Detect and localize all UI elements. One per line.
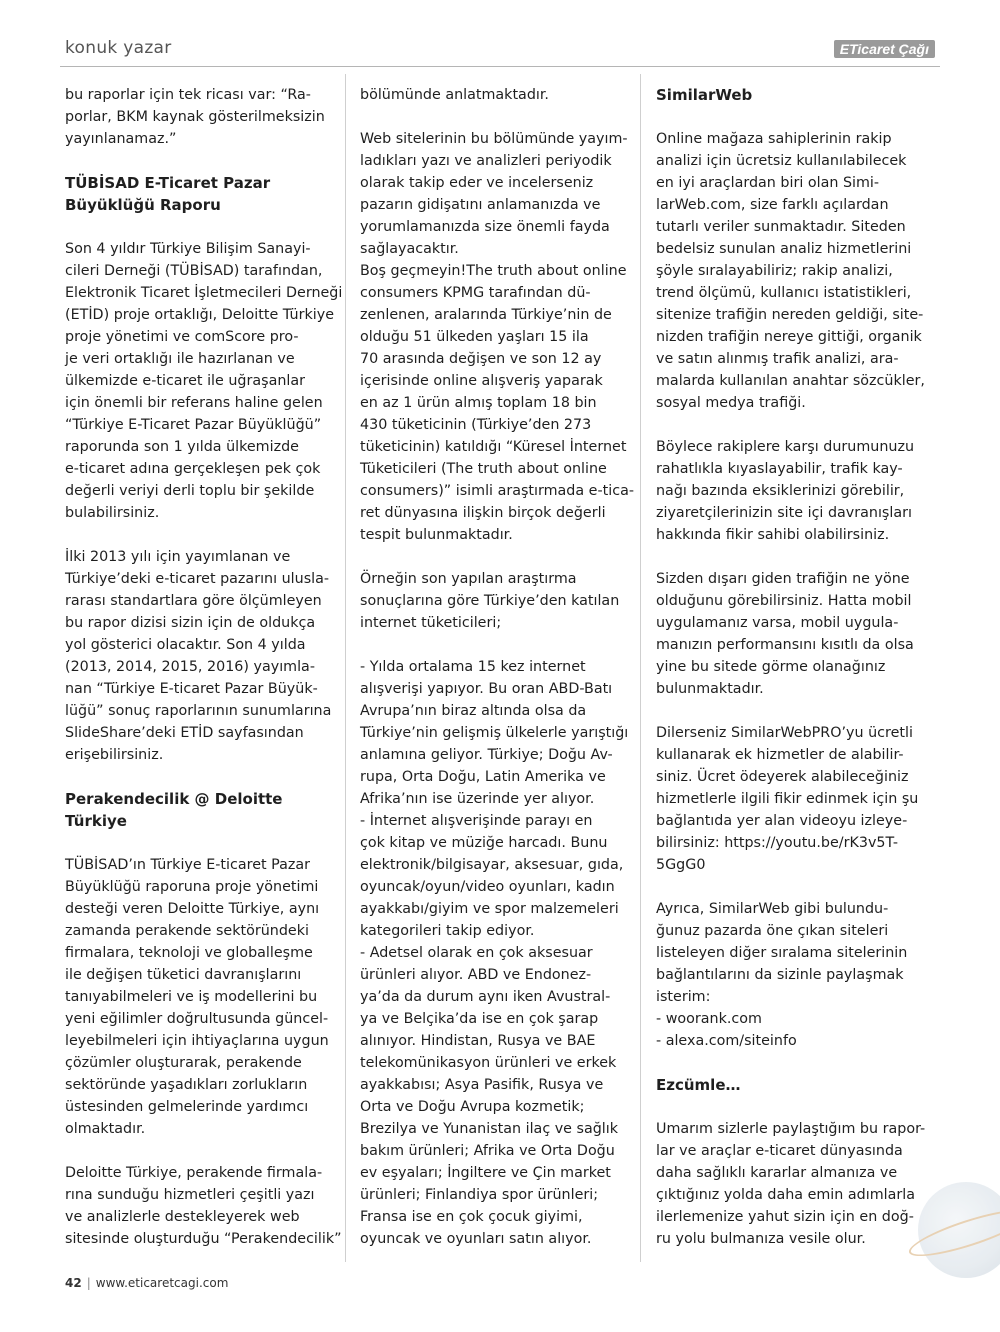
paragraph: Örneğin son yapılan araştırma sonuçlarına göre Türkiye’den katılan internet tüketicileri; (360, 571, 620, 631)
paragraph: Umarım sizlerle paylaştığım bu rapor- lar ve araçlar e-ticaret dünyasında daha sağlıklı kararlar almanıza ve çıktığınız yolda daha emin adımlarla ilerlemenize yahut sizin için en doğ- ru yolu bulmanıza vesile olur. (656, 1121, 926, 1247)
paragraph: Son 4 yıldır Türkiye Bilişim Sanayi- cileri Derneği (TÜBİSAD) tarafından, Elektronik Ticaret İşletmecileri Derneği (ETİD) proje ortaklığı, Deloitte Türkiye proje yönetimi ve comScore pro- je veri ortaklığı ile hazırlanan ve ülkemizde e-ticaret ile uğraşanlar için önemli bir referans haline gelen “Türkiye E-Ticaret Pazar Büyüklüğü” raporunda son 1 yılda ülkemizde e-ticaret adına gerçekleşen pek çok değerli veriyi derli toplu bir şekilde bulabilirsiniz. (65, 241, 343, 521)
section-heading-deloitte: Perakendecilik @ Deloitte Türkiye (65, 790, 283, 830)
paragraph: Boş geçmeyin!The truth about online consumers KPMG tarafından dü- zenlenen, aralarında Türkiye’nin de olduğu 51 ülkeden yaşları 15 ila 70 arasında değişen ve son 12 ay içerisinde online alışveriş yaparak en az 1 ürün almış toplam 18 bin 430 tüketicinin (Türkiye’den 273 tüketicinin) katıldığı “Küresel İnternet Tüketicileri (The truth about online consumers)” isimli araştırmada e-tica- ret dünyasına ilişkin birçok değerli tespit bulunmaktadır. (360, 263, 635, 543)
section-heading-similarweb: SimilarWeb (656, 86, 753, 104)
section-heading-ezcumle: Ezcümle… (656, 1076, 741, 1094)
paragraph: Online mağaza sahiplerinin rakip analizi için ücretsiz kullanılabilecek en iyi araçlardan biri olan Simi- larWeb.com, size farklı açılardan tutarlı veriler sunmaktadır. Siteden bedelsiz sunulan analiz hizmetlerini şöyle sıralayabiliriz; rakip analizi, trend ölçümü, kullanıcı istatistikleri, sitenize trafiğin nereden geldiği, site- nizden trafiğin nereye gittiği, organik ve satın alınmış trafik analizi, ara- malarda kullanılan anahtar sözcükler, sosyal medya trafiği. (656, 131, 925, 411)
paragraph: TÜBİSAD’ın Türkiye E-ticaret Pazar Büyüklüğü raporuna proje yönetimi desteği veren Deloitte Türkiye, aynı zamanda perakende sektöründeki firmalara, teknoloji ve globalleşme ile değişen tüketici davranışlarını tanıyabilmeleri ve iş modellerini bu yeni eğilimler doğrultusunda güncel- leyebilmeleri için ihtiyaçlarına uygun çözümler oluşturarak, perakende sektöründe yaşadıkları zorlukların üstesinden gelmelerinde yardımcı olmaktadır. (65, 857, 329, 1137)
list-item: - İnternet alışverişinde parayı en çok kitap ve müziğe harcadı. Bunu elektronik/bilgisayar, aksesuar, gıda, oyuncak/oyun/video oyunları, kadın ayakkabı/giyim ve spor malzemeleri kategorileri takip ediyor. (360, 813, 624, 939)
section-label: konuk yazar (65, 38, 172, 58)
page-footer (65, 1276, 228, 1290)
footer-separator: | (86, 1276, 91, 1290)
page-number: 42 (65, 1276, 82, 1290)
list-item: - Adetsel olarak en çok aksesuar ürünleri alıyor. ABD ve Endonez- ya’da da durum aynı iken Avustral- ya ve Belçika’da ise en çok şarap alınıyor. Hindistan, Rusya ve BAE telekomünikasyon ürünleri ve erkek ayakkabısı; Asya Pasifik, Rusya ve Orta ve Doğu Avrupa kozmetik; Brezilya ve Yunanistan ilaç ve sağlık bakım ürünleri; Afrika ve Orta Doğu ev eşyaları; İngiltere ve Çin market ürünleri; Finlandiya spor ürünleri; Fransa ise en çok çocuk giyimi, oyuncak ve oyunları satın alıyor. (360, 945, 619, 1247)
paragraph: İlki 2013 yılı için yayımlanan ve Türkiye’deki e-ticaret pazarını ulusla- rarası standartlara göre ölçümleyen bu rapor dizisi sizin için de oldukça yol gösterici olacaktır. Son 4 yılda (2013, 2014, 2015, 2016) yayımla- nan “Türkiye E-ticaret Pazar Büyük- lüğü” sonuç raporlarının sunumlarına SlideShare’deki ETİD sayfasından erişebilirsiniz. (65, 549, 332, 763)
paragraph: Deloitte Türkiye, perakende firmala- rına sunduğu hizmetleri çeşitli yazı ve analizlerle destekleyerek web sitesinde oluşturduğu “Perakendecilik” (65, 1165, 342, 1247)
paragraph: Dilerseniz SimilarWebPRO’yu ücretli kullanarak ek hizmetler de alabilir- siniz. Ücret ödeyerek alabileceğiniz hizmetlerle ilgili fikir edinmek için şu bağlantıda yer alan videoyu izleye- bilirsiniz: https://youtu.be/rK3v5T- 5GgG0 (656, 725, 919, 873)
page-header (65, 38, 935, 66)
footer-url: www.eticaretcagi.com (95, 1276, 229, 1290)
paragraph: bu raporlar için tek ricası var: “Ra- porlar, BKM kaynak gösterilmeksizin yayınlanamaz.” (65, 87, 325, 147)
paragraph: Böylece rakiplere karşı durumunuzu rahatlıkla kıyaslayabilir, trafik kay- nağı bazında eksiklerinizi görebilir, ziyaretçilerinizin site içi davranışları hakkında fikir sahibi olabilirsiniz. (656, 439, 915, 543)
paragraph: Ayrıca, SimilarWeb gibi bulundu- ğunuz pazarda öne çıkan siteleri listeleyen diğer sıralama sitelerinin bağlantılarını da sizinle paylaşmak isterim: - woorank.com - alexa.com/siteinfo (656, 901, 908, 1049)
section-heading-tubisad: TÜBİSAD E-Ticaret Pazar Büyüklüğü Raporu (65, 174, 271, 214)
article-column-1 (65, 84, 355, 1272)
paragraph: bölümünde anlatmaktadır. (360, 87, 549, 103)
article-column-2 (360, 84, 650, 1250)
header-divider (60, 66, 940, 67)
list-item: - Yılda ortalama 15 kez internet alışverişi yapıyor. Bu oran ABD-Batı Avrupa’nın biraz altında olsa da Türkiye’nin gelişmiş ülkelerle yarıştığı anlamına geliyor. Türkiye; Doğu Av- rupa, Orta Doğu, Latin Amerika ve Afrika’nın ise üzerinde yer alıyor. (360, 659, 629, 807)
article-column-3 (656, 84, 946, 1272)
paragraph: Web sitelerinin bu bölümünde yayım- ladıkları yazı ve analizleri periyodik olarak takip eder ve incelerseniz pazarın gidişatını anlamanızda ve yorumlamanızda size önemli fayda sağlayacaktır. (360, 131, 628, 257)
paragraph: Sizden dışarı giden trafiğin ne yöne olduğunu görebilirsiniz. Hatta mobil uygulamanız varsa, mobil uygula- manızın performansını kısıtlı da olsa yine bu sitede görme olanağınız bulunmaktadır. (656, 571, 914, 697)
magazine-logo: ETicaret Çağı (834, 40, 935, 58)
